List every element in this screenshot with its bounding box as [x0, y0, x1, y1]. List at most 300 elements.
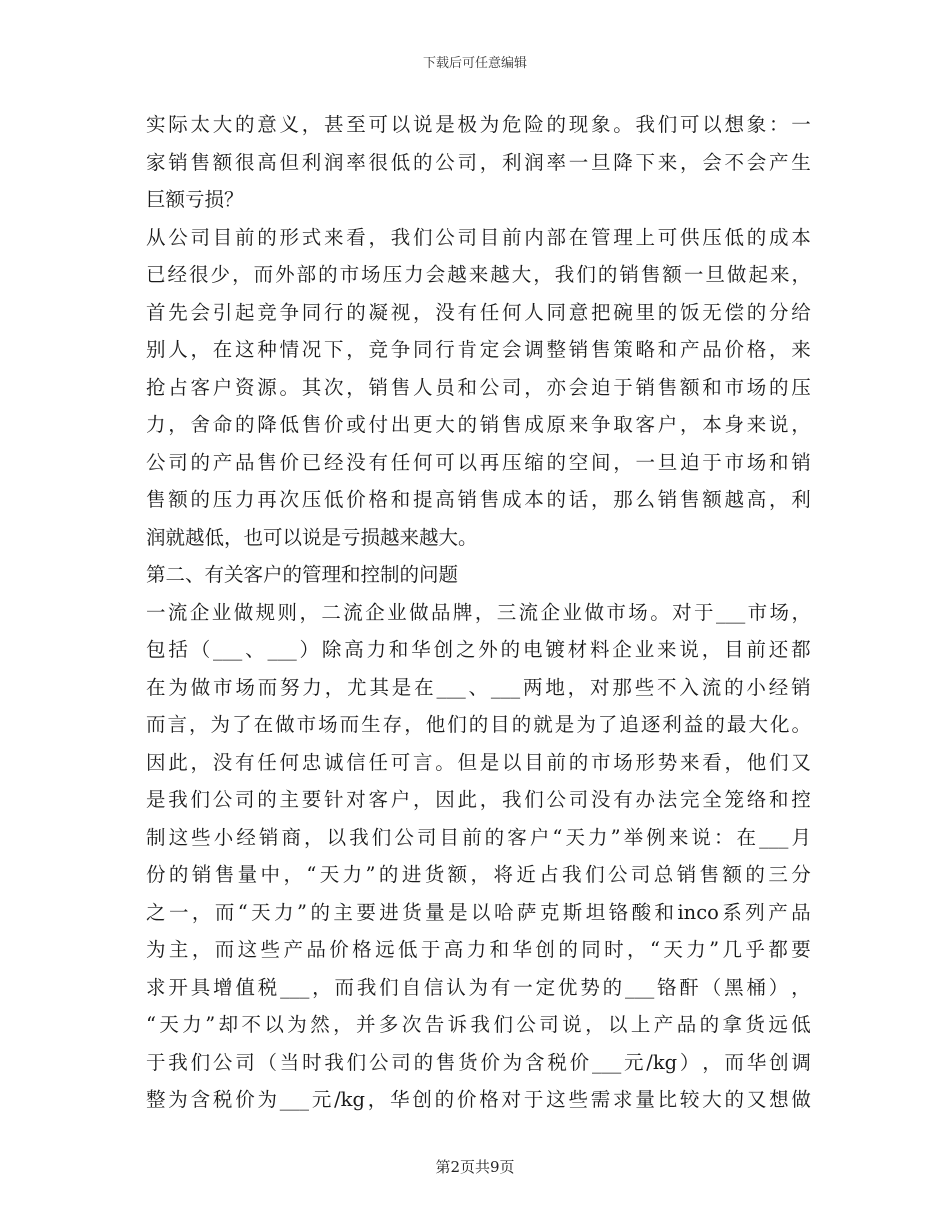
glyph: 我	[562, 863, 582, 886]
text-line	[146, 1081, 811, 1119]
glyph: 为	[502, 1050, 523, 1074]
glyph: 们	[413, 225, 433, 249]
glyph: 更	[413, 413, 433, 436]
glyph: 压	[702, 225, 722, 249]
glyph: 要	[356, 900, 376, 924]
glyph: 两	[522, 675, 543, 699]
glyph: 但	[279, 150, 300, 174]
glyph: 凝	[368, 300, 389, 324]
glyph: 力	[146, 413, 166, 436]
glyph: 。	[650, 600, 670, 624]
glyph: 做	[791, 1088, 811, 1111]
glyph: 络	[746, 788, 767, 811]
glyph: ，	[299, 600, 319, 624]
glyph: 产	[769, 150, 789, 174]
glyph: 们	[524, 788, 544, 811]
glyph: 华	[411, 638, 431, 661]
glyph: 售	[640, 263, 661, 286]
glyph: ___	[279, 1088, 310, 1111]
glyph: 同	[581, 938, 601, 961]
glyph: 压	[301, 488, 322, 511]
glyph: 流	[167, 600, 188, 624]
glyph: 生	[791, 150, 811, 174]
glyph: 话	[568, 488, 589, 511]
glyph: 增	[213, 975, 233, 999]
glyph: 说	[691, 825, 711, 849]
glyph: 次	[401, 1013, 422, 1036]
glyph: 会	[190, 300, 211, 324]
glyph: 低	[724, 225, 745, 249]
glyph: 斯	[562, 900, 583, 924]
glyph: 人	[524, 300, 544, 324]
glyph: 次	[324, 375, 344, 399]
glyph: 为	[146, 938, 166, 961]
glyph: 品	[676, 1013, 697, 1036]
glyph: 的	[318, 263, 338, 286]
glyph: 有	[490, 975, 511, 999]
glyph: 象	[591, 113, 611, 136]
glyph: ，	[190, 338, 211, 361]
glyph: 前	[746, 638, 766, 661]
glyph: ，	[769, 488, 789, 511]
glyph: 电	[522, 638, 543, 661]
glyph: 大	[702, 1088, 722, 1111]
text-line	[146, 706, 811, 744]
glyph: 销	[479, 413, 500, 436]
glyph: 价	[235, 1088, 255, 1111]
glyph: 以	[702, 113, 722, 136]
glyph: 这	[235, 338, 255, 361]
glyph: ，	[791, 413, 811, 436]
glyph: 公	[546, 788, 567, 811]
glyph: 司	[235, 788, 255, 811]
glyph: 先	[168, 300, 188, 324]
glyph: 。	[279, 375, 300, 399]
glyph: 利	[791, 488, 811, 511]
glyph: 形	[635, 750, 656, 774]
glyph: 源	[257, 375, 277, 399]
glyph: 。	[613, 113, 633, 136]
glyph: 们	[190, 788, 211, 811]
glyph: ___	[591, 1050, 622, 1074]
glyph: 市	[591, 750, 611, 774]
glyph: 产	[653, 1013, 674, 1036]
glyph: 现	[568, 113, 589, 136]
glyph: 的	[378, 863, 399, 886]
glyph: 身	[724, 413, 745, 436]
section-heading: 第二、有关客户的管理和控制的问题	[146, 563, 459, 586]
glyph: ___	[213, 638, 243, 661]
glyph: 天	[251, 900, 271, 924]
glyph: 会	[702, 150, 722, 174]
glyph: 可	[657, 225, 678, 249]
glyph: ，	[190, 750, 211, 774]
text-line	[146, 744, 811, 782]
glyph: 前	[462, 825, 482, 849]
glyph: 对	[346, 788, 366, 811]
glyph: ：	[713, 825, 734, 849]
glyph: ___	[436, 675, 466, 699]
glyph: 说	[769, 413, 789, 436]
glyph: 的	[190, 488, 211, 511]
glyph: 上	[635, 225, 656, 249]
glyph: 成	[769, 225, 789, 249]
glyph: 克	[539, 900, 560, 924]
glyph: 任	[257, 750, 277, 774]
glyph: 起	[748, 263, 768, 286]
glyph: 司	[539, 1013, 559, 1036]
glyph: 价	[456, 1088, 477, 1111]
glyph: 格	[352, 938, 372, 961]
glyph: ，	[479, 150, 500, 174]
glyph: 再	[479, 450, 500, 474]
glyph: 略	[635, 338, 656, 361]
glyph: 的	[346, 300, 366, 324]
glyph: ___	[715, 600, 746, 624]
glyph: 为	[576, 713, 596, 736]
glyph: ，	[567, 675, 588, 699]
glyph: 原	[546, 413, 567, 436]
glyph: 越	[724, 488, 745, 511]
glyph: 本	[791, 225, 811, 249]
glyph: 客	[635, 413, 656, 436]
glyph: 做	[409, 600, 429, 624]
glyph: 旦	[705, 263, 725, 286]
glyph: 言	[167, 713, 188, 736]
glyph: 占	[168, 375, 188, 399]
glyph: 们	[371, 825, 392, 849]
glyph: 益	[683, 713, 704, 736]
glyph: ，	[413, 788, 433, 811]
glyph: ，	[168, 413, 188, 436]
page-footer: 第2页共9页	[435, 1158, 515, 1176]
glyph: 的	[746, 300, 767, 324]
glyph: 拿	[722, 1013, 743, 1036]
glyph: 对	[501, 1088, 522, 1111]
glyph: ，	[702, 1050, 722, 1074]
glyph: 创	[535, 938, 555, 961]
glyph: 意	[257, 113, 277, 136]
glyph: 场	[769, 600, 790, 624]
glyph: 场	[361, 263, 381, 286]
glyph: 公	[168, 225, 188, 249]
glyph: 要	[791, 938, 811, 961]
glyph: ，	[404, 713, 424, 736]
glyph: 价	[569, 1050, 590, 1074]
glyph: 目	[439, 825, 460, 849]
glyph: ，	[283, 863, 303, 886]
glyph: 这	[546, 1088, 566, 1111]
glyph: （	[190, 638, 211, 661]
glyph: 此	[457, 788, 478, 811]
glyph: 在	[736, 825, 757, 849]
glyph: 于	[613, 375, 633, 399]
glyph: ）	[679, 1050, 700, 1074]
glyph: 调	[524, 338, 544, 361]
glyph: 格	[368, 488, 389, 511]
glyph: 低	[324, 488, 344, 511]
glyph: 我	[349, 825, 369, 849]
glyph: 出	[390, 413, 411, 436]
glyph: 的	[724, 675, 744, 699]
glyph: 一	[635, 450, 656, 474]
glyph: 的	[769, 375, 789, 399]
glyph: 的	[257, 788, 277, 811]
glyph: 少	[210, 263, 231, 286]
glyph: 给	[791, 300, 811, 324]
glyph: 的	[657, 300, 678, 324]
glyph: 前	[235, 225, 255, 249]
glyph: 市	[213, 675, 233, 699]
glyph: 争	[279, 300, 300, 324]
glyph: 司	[568, 788, 589, 811]
glyph: 率	[346, 150, 366, 174]
glyph: 企	[189, 600, 210, 624]
glyph: 含	[190, 1088, 211, 1111]
glyph: 们	[346, 1050, 367, 1074]
glyph: 销	[368, 375, 389, 399]
glyph: “	[237, 900, 248, 924]
glyph: 我	[168, 1050, 188, 1074]
glyph: 是	[146, 788, 166, 811]
glyph: ，	[474, 600, 495, 624]
glyph: 销	[457, 488, 478, 511]
glyph: 市	[724, 450, 745, 474]
glyph: 哈	[493, 900, 514, 924]
glyph: 的	[413, 1050, 434, 1074]
glyph: 很	[368, 150, 389, 174]
glyph: 并	[356, 1013, 376, 1036]
glyph: ，	[591, 488, 611, 511]
glyph: 企	[365, 600, 385, 624]
glyph: 华	[746, 1050, 767, 1074]
glyph: 和	[390, 488, 411, 511]
glyph: 于	[694, 600, 714, 624]
glyph: 的	[235, 413, 255, 436]
glyph: 而	[257, 675, 278, 699]
glyph: 种	[257, 338, 277, 361]
glyph: 不	[724, 150, 745, 174]
glyph: 企	[612, 638, 632, 661]
glyph: 高	[257, 150, 277, 174]
glyph: 压	[502, 450, 522, 474]
glyph: 极	[457, 113, 478, 136]
glyph: 售	[301, 413, 322, 436]
glyph: 有	[235, 750, 255, 774]
glyph: 人	[413, 375, 433, 399]
glyph: 市	[339, 263, 360, 286]
glyph: 间	[591, 450, 611, 474]
glyph: 抢	[146, 375, 166, 399]
glyph: ，	[791, 600, 811, 624]
glyph: 的	[568, 750, 589, 774]
glyph: 销	[168, 150, 188, 174]
glyph: 而	[724, 1050, 745, 1074]
glyph: 目	[490, 713, 510, 736]
glyph: 天	[565, 825, 585, 849]
glyph: 降	[257, 413, 277, 436]
glyph: 主	[333, 900, 353, 924]
glyph: 任	[368, 750, 389, 774]
glyph: 户	[529, 825, 550, 849]
glyph: 资	[235, 375, 255, 399]
glyph: “	[146, 1013, 156, 1036]
glyph: 想	[724, 113, 745, 136]
glyph: 说	[679, 638, 699, 661]
glyph: 越	[490, 263, 510, 286]
glyph: ，	[301, 113, 322, 136]
glyph: 求	[613, 1088, 633, 1111]
glyph: 他	[425, 713, 446, 736]
glyph: 萨	[516, 900, 537, 924]
glyph: 的	[413, 150, 433, 174]
glyph: 总	[653, 863, 674, 886]
glyph: 是	[554, 713, 575, 736]
glyph: 很	[189, 263, 209, 286]
glyph: ，	[324, 675, 345, 699]
glyph: ”	[610, 825, 621, 849]
glyph: 高	[435, 488, 455, 511]
glyph: 做	[233, 600, 254, 624]
glyph: 竞	[257, 300, 277, 324]
glyph: 除	[321, 638, 342, 661]
glyph: 司	[457, 150, 478, 174]
glyph: 货	[402, 900, 422, 924]
glyph: 迫	[680, 450, 700, 474]
glyph: 为	[210, 713, 231, 736]
glyph: 目	[479, 225, 500, 249]
glyph: 本	[524, 488, 544, 511]
text-line	[146, 444, 811, 482]
glyph: 法	[657, 788, 678, 811]
glyph: /kg	[646, 1050, 678, 1074]
glyph: 要	[301, 788, 322, 811]
glyph: 内	[524, 225, 544, 249]
glyph: ___	[490, 675, 521, 699]
glyph: 几	[722, 938, 743, 961]
glyph: 公	[435, 150, 455, 174]
glyph: 同	[301, 300, 322, 324]
glyph: ___	[759, 825, 789, 849]
glyph: 对	[590, 675, 610, 699]
glyph: 制	[146, 825, 166, 849]
glyph: ，	[627, 938, 647, 961]
glyph: 来	[324, 225, 344, 249]
glyph: 说	[413, 113, 433, 136]
glyph: 引	[212, 300, 233, 324]
glyph: 的	[168, 863, 189, 886]
glyph: 将	[493, 863, 513, 886]
glyph: 的	[558, 938, 578, 961]
glyph: 三	[496, 600, 517, 624]
text-line	[146, 406, 811, 444]
glyph: 低	[791, 1013, 811, 1036]
glyph: 取	[613, 413, 633, 436]
glyph: ，	[470, 863, 491, 886]
glyph: ，	[724, 750, 745, 774]
glyph: 再	[257, 488, 277, 511]
glyph: 小	[746, 675, 766, 699]
glyph: 的	[746, 225, 767, 249]
glyph: 市	[747, 600, 768, 624]
glyph: 、	[245, 638, 265, 661]
glyph: 额	[680, 375, 700, 399]
glyph: 没	[346, 450, 366, 474]
glyph: 具	[190, 975, 211, 999]
glyph: 已	[301, 450, 322, 474]
glyph: 额	[662, 263, 682, 286]
glyph: 低	[397, 938, 418, 961]
glyph: ，	[232, 263, 252, 286]
glyph: 品	[306, 938, 326, 961]
glyph: 坦	[585, 900, 606, 924]
text-line	[146, 331, 811, 369]
glyph: 三	[768, 863, 788, 886]
text-line: 巨额亏损？	[146, 188, 244, 211]
glyph: 品	[791, 900, 811, 924]
glyph: 命	[212, 413, 233, 436]
text-line	[146, 781, 811, 819]
glyph: 的	[745, 863, 765, 886]
glyph: 司	[391, 1050, 411, 1074]
glyph: 而	[253, 263, 274, 286]
glyph: 价	[724, 338, 745, 361]
glyph: 格	[479, 1088, 499, 1111]
glyph: 售	[190, 150, 211, 174]
glyph: 险	[524, 113, 544, 136]
glyph: 下	[635, 150, 656, 174]
glyph: 高	[443, 938, 464, 961]
glyph: 些	[191, 825, 211, 849]
glyph: 的	[434, 1088, 455, 1111]
text-line	[146, 481, 811, 519]
glyph: 售	[146, 488, 166, 511]
glyph: 和	[769, 788, 789, 811]
glyph: 言	[413, 750, 433, 774]
glyph: 之	[455, 638, 476, 661]
glyph: 当	[279, 1050, 300, 1074]
glyph: 客	[190, 375, 211, 399]
glyph: 自	[401, 975, 422, 999]
glyph: 况	[301, 338, 322, 361]
glyph: 家	[146, 150, 166, 174]
glyph: 和	[489, 938, 510, 961]
glyph: 货	[745, 1013, 765, 1036]
glyph: ，	[368, 225, 389, 249]
glyph: 全	[702, 788, 722, 811]
glyph: （	[257, 1050, 277, 1074]
glyph: 优	[557, 975, 578, 999]
glyph: 远	[375, 938, 395, 961]
glyph: 而	[334, 975, 354, 999]
glyph: 的	[500, 638, 521, 661]
glyph: “	[306, 863, 317, 886]
glyph: 的	[724, 1088, 745, 1111]
glyph: 策	[613, 338, 633, 361]
glyph: 货	[424, 863, 445, 886]
glyph: 而	[214, 900, 235, 924]
glyph: 华	[512, 938, 533, 961]
glyph: 和	[657, 338, 678, 361]
glyph: ，	[333, 1013, 353, 1036]
glyph: 产	[680, 338, 700, 361]
glyph: 的	[511, 713, 532, 736]
glyph: 利	[301, 150, 322, 174]
glyph: 铬	[657, 975, 677, 999]
glyph: 售	[214, 863, 235, 886]
glyph: 量	[635, 1088, 655, 1111]
glyph: 销	[258, 825, 279, 849]
